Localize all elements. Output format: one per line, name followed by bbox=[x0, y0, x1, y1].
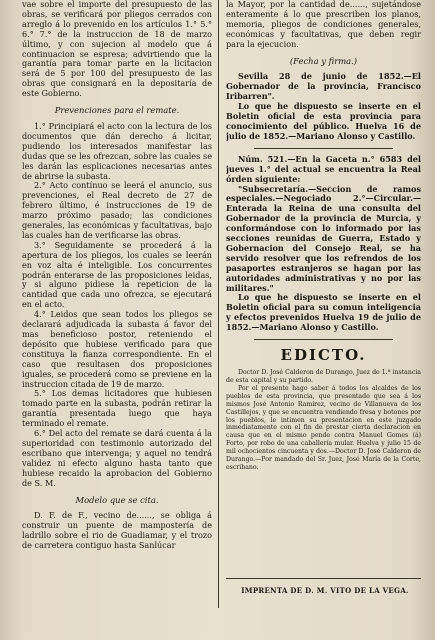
signature-label: (Fecha y firma.) bbox=[289, 55, 358, 66]
prevencion-5: 5.° Los demas licitadores que hubiesen tomado parte en la subasta, podrán retirar la garantía presentada luego que haya terminado el remate. bbox=[22, 388, 212, 429]
prevencion-6: 6.° Del acto del remate se dará cuenta á la superioridad con testimonio autorizado del escribano que intervenga; y aquel no tendrá validez ni efecto alguno hasta tanto que hubiese recaido la aprobacion del Gobierno de S. M. bbox=[22, 428, 212, 488]
modelo-continuation: la Mayor, por la cantidad de......, sujetándose enteramente á lo que prescriben los planos, memoria, pliegos de condiciones generales, económicas y facultativas, que deben regir para la ejecucion. bbox=[226, 0, 421, 49]
edicto-block bbox=[226, 369, 421, 472]
edicto-header: Doctor D. José Calderon de Durango, Juez de 1.ª instancia de esta capital y su partido. bbox=[226, 369, 421, 384]
section-rule-2 bbox=[254, 339, 393, 340]
prevencion-1: 1.° Principiará el acto con la lectura de los documentos que dán derecho á licitar, pudiendo los interesados manifestar las dudas que se les ofrezcan, sobre las cuales se les darán las esplicaciones necesarias antes de abrirse la subasta. bbox=[22, 120, 212, 181]
section-rule bbox=[254, 148, 393, 149]
edicto-body: Por el presente hago saber á todos los alcaldes de los pueblos de esta provincia, que presentado que sea á los mismos José Antonio Ramirez, vecino de Villanueva de los Castillejos, y que se encuentra vendiendo fresa y botones por los pueblos, le intimen su presentacion en este juzgado inmediatamente con el fin de prestar cierta declaracion en causa que en el mismo pende contra Manuel Gomes (á) Forto, por robo de una caballería mular. Huelva y julio 15 de mil ochocientos cincuenta y dos.—Doctor D. José Calderon de Durango.—Por mandado del Sr. Juez, José María de la Corte, escribano. bbox=[226, 384, 421, 471]
column-divider bbox=[218, 0, 219, 608]
left-column bbox=[22, 0, 212, 640]
notice-order-1: Lo que he dispuesto se inserte en el Boletin oficial de esta provincia para conocimiento del público. Huelva 16 de julio de 1852.—Mariano Alonso y Castillo. bbox=[226, 101, 421, 141]
notice-order-2: Lo que he dispuesto se inserte en el Boletin oficial para su comun inteligencia y efectos prevenidos Huelva 19 de julio de 1852.—Mariano Alonso y Castillo. bbox=[226, 292, 421, 333]
gazette-notice: Núm. 521.—En la Gaceta n.° 6583 del jueves 1.° del actual se encuentra la Real órden siguiente: bbox=[226, 153, 421, 184]
notice-sevilla: Sevilla 28 de junio de 1852.—El Gobernador de la provincia, Francisco Iribarren". bbox=[226, 71, 421, 102]
real-orden-text: "Subsecretaría.—Seccion de ramos especiales.—Negociado 2.°—Circular.—Enterada la Reina de una consulta del Gobernador de la provincia de Murcia, y conformándose con lo informado por las secciones reunidas de Guerra, Estado y Gobernacion del Consejo Real, se ha servido resolver que los refrendos de los pasaportes estranjeros se hagan por las autoridades administrativas y no por las militares." bbox=[226, 183, 421, 293]
intro-paragraph: vae sobre el importe del presupuesto de las obras, se verificará por pliegos cerrados con arreglo á lo prevenido en los artículos 1.° 5.° 6.° 7.° de la instruccion de 18 de marzo último, y con sujecion al modelo que á continuacion se espresa; advirtiendo que la garantía para tomar parte en la licitacion será de 5 por 100 del presupuesto de las obras que consignará en la depositaría de este Gobierno. bbox=[22, 0, 212, 99]
prevencion-2: 2.° Acto contínuo se leerá el anuncio, sus prevenciones, el Real decreto de 27 de febrero último, é instrucciones de 19 de marzo próximo pasado; las condiciones generales, las económicas y facultativas, bajo las cuales han de verificarse las obras. bbox=[22, 180, 212, 240]
imprenta-rule bbox=[226, 578, 421, 579]
imprenta-footer: IMPRENTA DE D. M. VITO DE LA VEGA. bbox=[241, 586, 409, 595]
prevencion-4: 4.° Leidos que sean todos los pliegos se declarará adjudicada la subasta á favor del mas beneficioso postor, reteniendo el depósito que hubiese verificado para que constituya la fianza correspondiente. En el caso que resultasen dos proposiciones iguales, se procederá como se previene en la instruccion citada de 19 de marzo. bbox=[22, 309, 212, 389]
prevenciones-heading: Prevenciones para el remate. bbox=[54, 105, 180, 116]
right-column bbox=[226, 0, 421, 640]
modelo-heading: Modelo que se cita. bbox=[75, 494, 159, 505]
modelo-text: D. F. de F., vecino de......, se obliga á construir un puente de mampostería de ladrillo sobre el rio de Guadiamar, y el trozo de carretera contiguo hasta Sanlúcar bbox=[22, 510, 212, 551]
prevencion-3: 3.° Seguidamente se procederá á la apertura de los pliegos, los cuales se leerán en voz alta é inteligible. Los concurrentes podrán enterarse de las proposiciones leidas, y si alguno pidiese la repeticion de la cantidad que cada uno ofrezca, se ejecutará en el acto. bbox=[22, 239, 212, 310]
edicto-title: EDICTO. bbox=[280, 346, 367, 365]
